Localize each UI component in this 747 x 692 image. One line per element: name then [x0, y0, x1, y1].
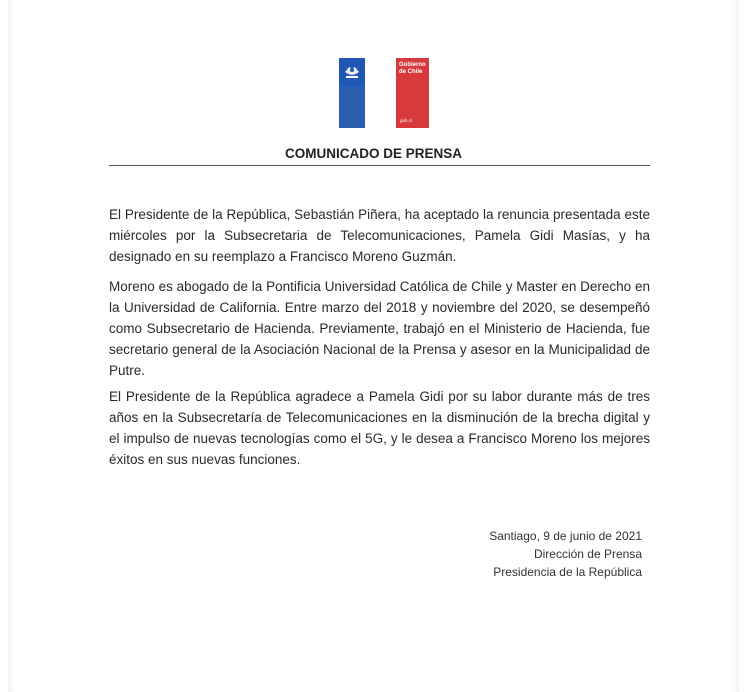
body-paragraph-3: El Presidente de la República agradece a Pamela Gidi por su labor durante más de tres años en la Subsecretaría de Telecomunicaciones en la disminución de la brecha digital y el impulso de nuevas tecnologías como el 5G, y le desea a Francisco Moreno los mejores éxitos en sus nuevas funciones. — [109, 389, 650, 467]
body-paragraph-2: Moreno es abogado de la Pontificia Universidad Católica de Chile y Master en Derecho en la Universidad de California. Entre marzo del 2018 y noviembre del 2020, se desempeñó como Subsecretario de Hacienda. Previamente, trabajó en el Ministerio de Hacienda, fue secretario general de la Asociación Nacional de la Prensa y asesor en la Municipalidad de Putre. — [109, 279, 650, 378]
coat-of-arms-icon — [342, 63, 362, 81]
signature-department: Dirección de Prensa — [533, 547, 642, 561]
page-title: COMUNICADO DE PRENSA — [284, 146, 462, 161]
logo-gobierno-text: Gobierno de Chile — [399, 62, 426, 75]
logo-red-bar — [396, 58, 429, 128]
press-release-page — [8, 0, 739, 692]
body-paragraph-1: El Presidente de la República, Sebastián Piñera, ha aceptado la renuncia presentada este miércoles por la Subsecretaria de Telecomunicaciones, Pamela Gidi Masías, y ha designado en su reemplazo a Francisco Moreno Guzmán. — [109, 207, 650, 264]
signature-date: Santiago, 9 de junio de 2021 — [489, 529, 642, 543]
logo-blue-bar — [339, 58, 365, 128]
gobierno-de-chile-logo — [339, 58, 429, 128]
title-divider — [109, 165, 650, 166]
logo-url-text: gob.cl — [400, 118, 413, 123]
signature-organization: Presidencia de la República — [493, 565, 642, 579]
